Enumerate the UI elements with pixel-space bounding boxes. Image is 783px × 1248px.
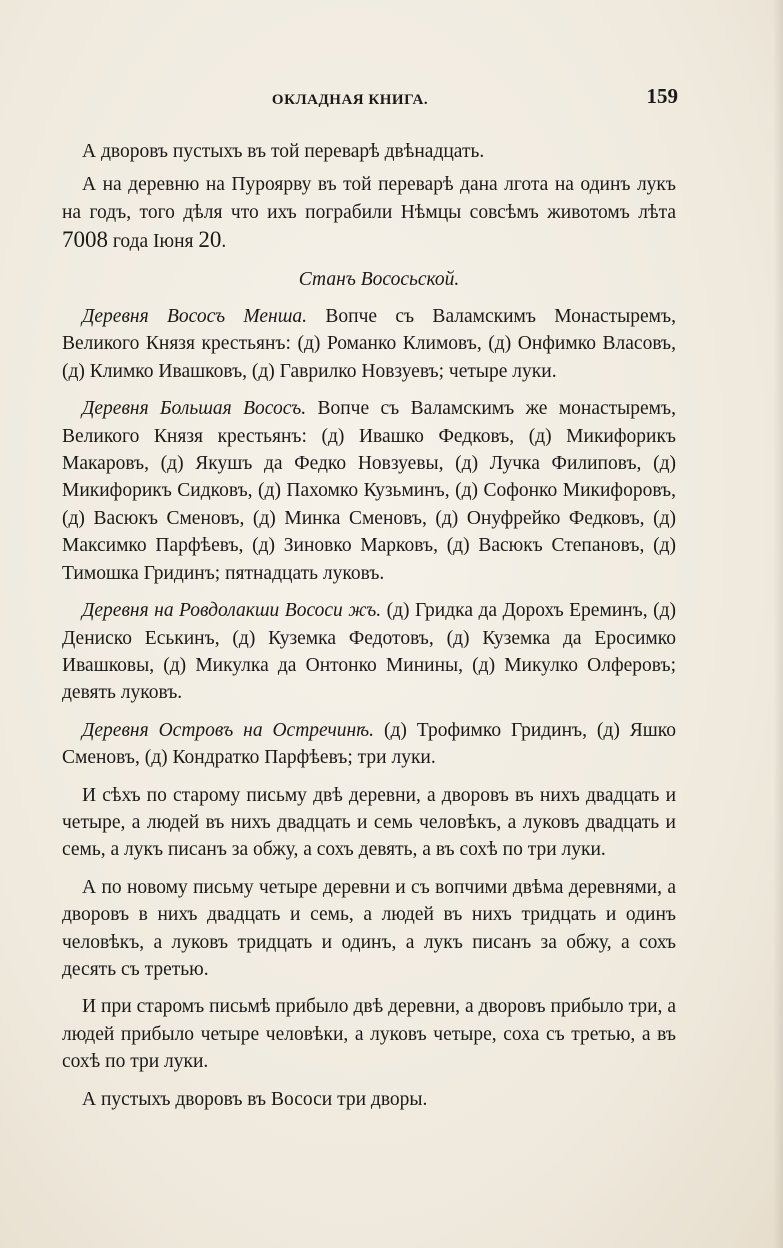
paragraph-puroyarva-exemption xyxy=(62,171,676,255)
day-number: 20 xyxy=(198,227,222,253)
page-number: 159 xyxy=(646,84,678,108)
page-edge-shadow xyxy=(773,0,783,1248)
village-entry xyxy=(62,395,676,587)
village-entry xyxy=(62,303,676,385)
village-entry xyxy=(62,717,676,772)
village-entry xyxy=(62,597,676,707)
village-name: Деревня на Ровдолакши Вососи жъ. xyxy=(82,600,382,622)
section-title: Станъ Вососьской. xyxy=(298,268,460,290)
paragraph-new-census: А по новому письму четыре деревни и съ вопчими двѣма деревнями, а дворовъ в нихъ двадцать и семь, а людей въ нихъ тридцать и одинъ человѣкъ, а луковъ тридцать и одинъ, а лукъ писанъ за обжу, а сохъ десять съ третью. xyxy=(62,876,676,980)
village-name: Деревня Островъ на Остречинѣ. xyxy=(82,719,375,741)
paragraph-old-census: И сѣхъ по старому письму двѣ деревни, а дворовъ въ нихъ двадцать и четыре, а людей въ нихъ двадцать и семь человѣкъ, а луковъ двадцать и семь, а лукъ писанъ за обжу, а сохъ девять, а въ сохѣ по три луки. xyxy=(62,784,676,861)
village-text: (д) Гридка да Дорохъ Ереминъ, (д) Дениско Еськинъ, (д) Куземка Федотовъ, (д) Куземка да Еросимко Ивашковы, (д) Микулка да Онтонко Минины, (д) Микулко Олферовъ; девять луковъ. xyxy=(62,600,676,704)
paragraph-empty-yards-pereвar: А дворовъ пустыхъ въ той переварѣ двѣнадцать. xyxy=(82,141,485,162)
village-text: Вопче съ Валамскимъ же монастыремъ, Великого Князя крестьянъ: (д) Ивашко Федковъ, (д) Микифорикъ Макаровъ, (д) Якушъ да Федко Новзуевы, (д) Лучка Филиповъ, (д) Микифорикъ Сидковъ, (д) Пахомко Кузьминъ, (д) Софонко Микифоровъ, (д) Васюкъ Сменовъ, (д) Минка Сменовъ, (д) Онуфрейко Федковъ, (д) Максимко Парфѣевъ, (д) Зиновко Марковъ, (д) Васюкъ Степановъ, (д) Тимошка Гридинъ; пятнадцать луковъ. xyxy=(62,398,676,584)
paragraph-empty-yards: А пустыхъ дворовъ въ Вососи три дворы. xyxy=(82,1088,428,1110)
page-body xyxy=(62,138,676,1123)
village-name: Деревня Большая Вососъ. xyxy=(82,398,307,420)
paragraph-text: А на деревню на Пуроярву въ той переварѣ дана лгота на одинъ лукъ на годъ, того дѣля что ихъ пограбили Нѣмцы совсѣмъ животомъ лѣта xyxy=(62,174,676,223)
paragraph-text: года Іюня xyxy=(108,231,199,253)
running-head: ОКЛАДНАЯ КНИГА. xyxy=(271,92,429,108)
paragraph-increase: И при старомъ письмѣ прибыло двѣ деревни, а дворовъ прибыло три, а людей прибыло четыре человѣки, а луковъ четыре, соха съ третью, а въ сохѣ по три луки. xyxy=(62,996,676,1073)
village-text: Вопче съ Валамскимъ Монастыремъ, Великого Князя крестьянъ: (д) Романко Климовъ, (д) Онфимко Власовъ, (д) Климко Ивашковъ, (д) Гаврилко Новзуевъ; четыре луки. xyxy=(62,306,676,382)
village-text: (д) Трофимко Гридинъ, (д) Яшко Сменовъ, (д) Кондратко Парфѣевъ; три луки. xyxy=(62,719,676,769)
year-number: 7008 xyxy=(62,227,108,253)
paragraph-text: . xyxy=(221,231,227,253)
village-name: Деревня Вососъ Менша. xyxy=(82,306,308,328)
